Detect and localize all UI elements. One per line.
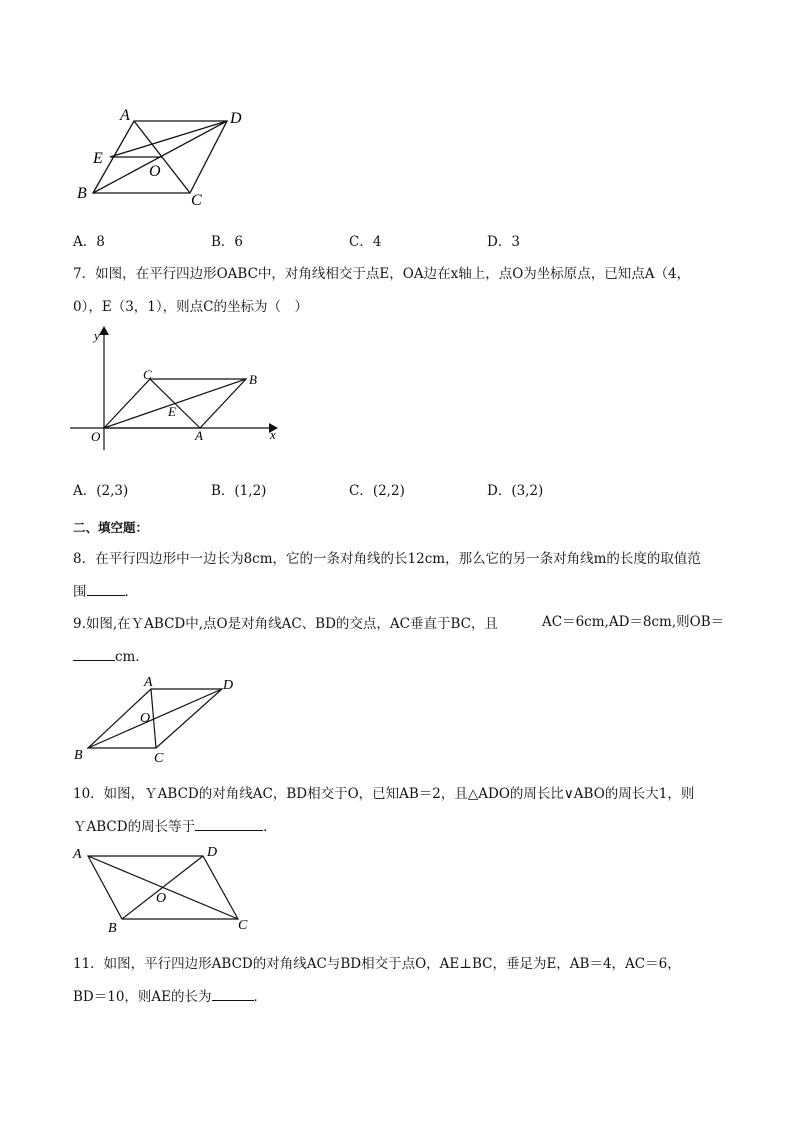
- q11-answer-blank[interactable]: [212, 988, 254, 1001]
- q6-option-a: A．8: [73, 234, 105, 250]
- label-o: O: [91, 429, 101, 444]
- label-c: C: [191, 192, 202, 209]
- q10-line2: [73, 815, 277, 835]
- q7-option-a: A．(2,3): [73, 483, 129, 499]
- figure-parallelogram-abcd-with-e: [70, 104, 260, 212]
- q6-option-d: D．3: [487, 234, 520, 250]
- label-a: A: [73, 847, 82, 862]
- y-axis-arrow: [99, 326, 109, 335]
- label-b: B: [108, 921, 117, 936]
- label-d: D: [223, 678, 234, 693]
- q9-line2-text: cm．: [115, 649, 149, 665]
- label-e: E: [168, 404, 176, 419]
- section-title: 二、填空题：: [73, 520, 149, 535]
- q9-line2: [73, 645, 149, 665]
- q10-line2-end: ．: [263, 819, 277, 835]
- q9-line1: 9.如图,在ＹABCD中,点O是对角线AC、BD的交点，AC垂直于BC，且: [73, 616, 499, 632]
- q10-line1: 10．如图，ＹABCD的对角线AC，BD相交于O，已知AB＝2，且△ADO的周长比∨ABO的周长大1，则: [73, 786, 695, 802]
- label-a: A: [144, 675, 153, 690]
- q11-line2: [73, 985, 267, 1005]
- q11-line2-text: BD＝10，则AE的长为: [73, 989, 212, 1005]
- q7-option-b: B．(1,2): [211, 483, 267, 499]
- label-b: B: [77, 185, 87, 202]
- q7-option-c: C．(2,2): [349, 483, 405, 499]
- label-e: E: [93, 150, 103, 167]
- figure-coordinate-parallelogram: [70, 322, 285, 454]
- q6-option-c: C．4: [349, 234, 382, 250]
- q8-answer-blank[interactable]: [87, 583, 125, 596]
- label-c: C: [238, 918, 248, 933]
- q7-option-d: D．(3,2): [487, 483, 544, 499]
- q8-line2-text: 围: [73, 584, 87, 600]
- label-b: B: [249, 372, 257, 387]
- q8-line1: 8．在平行四边形中一边长为8cm，它的一条对角线的长12cm，那么它的另一条对角线m的长度的取值范: [73, 551, 701, 567]
- q9-line1-right: AC＝6cm,AD＝8cm,则OB＝: [542, 614, 725, 630]
- q6-option-b: B．6: [211, 234, 244, 250]
- q7-line1: 7．如图，在平行四边形OABC中，对角线相交于点E，OA边在x轴上，点O为坐标原点，已知点A（4，: [73, 266, 691, 282]
- label-d: D: [230, 110, 242, 127]
- label-c: C: [154, 751, 164, 766]
- label-o: O: [140, 711, 151, 726]
- figure-parallelogram-abcd-3: [70, 672, 250, 768]
- q8-line2: [73, 580, 138, 600]
- label-o: O: [149, 163, 161, 180]
- q10-line2-text: ＹABCD的周长等于: [73, 819, 196, 835]
- figure-parallelogram-abcd-4: [70, 840, 260, 936]
- label-a: A: [195, 428, 203, 443]
- label-y: y: [94, 328, 100, 343]
- q11-line1: 11．如图，平行四边形ABCD的对角线AC与BD相交于点O，AE⊥BC，垂足为E，AB＝4，AC＝6，: [73, 956, 681, 972]
- label-o: O: [156, 891, 167, 906]
- label-b: B: [74, 748, 83, 763]
- label-c: C: [143, 367, 152, 382]
- q8-line2-end: ．: [124, 584, 138, 600]
- q9-answer-blank[interactable]: [73, 648, 115, 661]
- label-x: x: [270, 427, 276, 442]
- label-d: D: [207, 845, 218, 860]
- q11-line2-end: ．: [253, 989, 268, 1005]
- q7-line2: 0），E（3，1），则点C的坐标为（ ）: [73, 299, 308, 315]
- label-a: A: [120, 107, 130, 124]
- q10-answer-blank[interactable]: [195, 818, 263, 831]
